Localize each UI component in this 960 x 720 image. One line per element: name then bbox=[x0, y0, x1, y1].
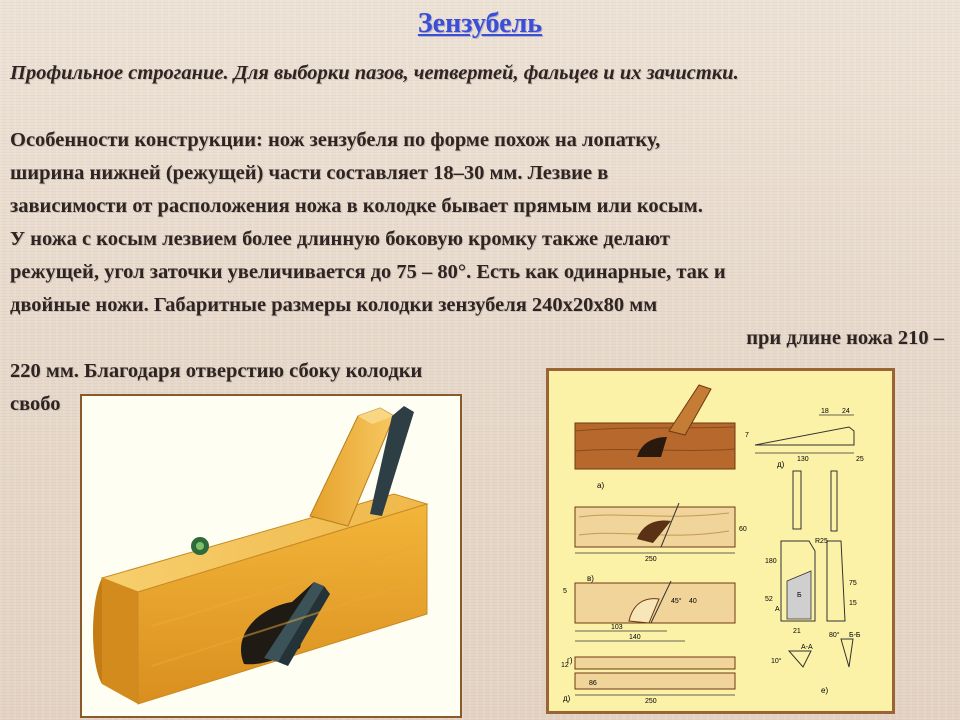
dim-7: 7 bbox=[745, 432, 749, 439]
dim-a: А bbox=[775, 606, 780, 613]
dim-40: 40 bbox=[689, 598, 697, 605]
dim-250b: 250 bbox=[645, 698, 657, 705]
dim-r25: R25 bbox=[815, 538, 828, 545]
label-a: а) bbox=[597, 481, 605, 490]
body-line: 220 мм. Благодаря отверстию сбоку колодки bbox=[10, 360, 423, 382]
view-g-d bbox=[561, 656, 735, 705]
dim-103: 103 bbox=[611, 624, 623, 631]
dim-52: 52 bbox=[765, 596, 773, 603]
dim-12: 12 bbox=[561, 662, 569, 669]
label-d1: д) bbox=[777, 460, 785, 469]
body-line: свобо bbox=[10, 393, 61, 415]
dim-15: 15 bbox=[849, 600, 857, 607]
dim-5: 5 bbox=[563, 588, 567, 595]
body-line: зависимости от расположения ножа в колодке бывает прямым или косым. bbox=[10, 195, 703, 217]
dim-aa: А-А bbox=[801, 644, 813, 651]
dim-18: 18 bbox=[821, 408, 829, 415]
body-line: ширина нижней (режущей) части составляет 18–30 мм. Лезвие в bbox=[10, 162, 609, 184]
view-b bbox=[575, 503, 747, 563]
dim-21: 21 bbox=[793, 628, 801, 635]
label-d2: д) bbox=[563, 694, 571, 703]
body-line: двойные ножи. Габаритные размеры колодки зензубеля 240х20х80 мм bbox=[10, 294, 658, 316]
dim-180: 180 bbox=[765, 558, 777, 565]
dim-bb: Б-Б bbox=[849, 632, 861, 639]
body-line: У ножа с косым лезвием более длинную боковую кромку также делают bbox=[10, 228, 670, 250]
dim-25: 25 bbox=[856, 456, 864, 463]
page-title: Зензубель bbox=[417, 8, 543, 39]
view-blade bbox=[765, 471, 861, 695]
dim-45: 45° bbox=[671, 598, 682, 605]
view-a bbox=[575, 385, 735, 490]
dim-140: 140 bbox=[629, 634, 641, 641]
plane-photo-illustration bbox=[82, 396, 460, 716]
body-line: при длине ножа 210 – bbox=[746, 327, 944, 349]
technical-drawing bbox=[546, 368, 895, 714]
label-v: в) bbox=[587, 574, 594, 583]
dim-24: 24 bbox=[842, 408, 850, 415]
view-blade-profile bbox=[745, 408, 864, 469]
dim-10: 10° bbox=[771, 658, 782, 665]
dim-130: 130 bbox=[797, 456, 809, 463]
subtitle: Профильное строгание. Для выборки пазов, четвертей, фальцев и их зачистки. bbox=[10, 62, 739, 84]
dim-60: 60 bbox=[739, 526, 747, 533]
technical-drawing-illustration bbox=[549, 371, 892, 711]
dim-b: Б bbox=[797, 592, 802, 599]
dim-75: 75 bbox=[849, 580, 857, 587]
body-line: режущей, угол заточки увеличивается до 75 – 80°. Есть как одинарные, так и bbox=[10, 261, 726, 283]
label-g: г) bbox=[567, 656, 573, 665]
body-line: Особенности конструкции: нож зензубеля по форме похож на лопатку, bbox=[10, 129, 661, 151]
label-e: е) bbox=[821, 686, 829, 695]
view-v bbox=[563, 574, 735, 641]
plane-photo bbox=[80, 394, 462, 718]
dim-250: 250 bbox=[645, 556, 657, 563]
dim-86: 86 bbox=[589, 680, 597, 687]
dim-80: 80° bbox=[829, 632, 840, 639]
